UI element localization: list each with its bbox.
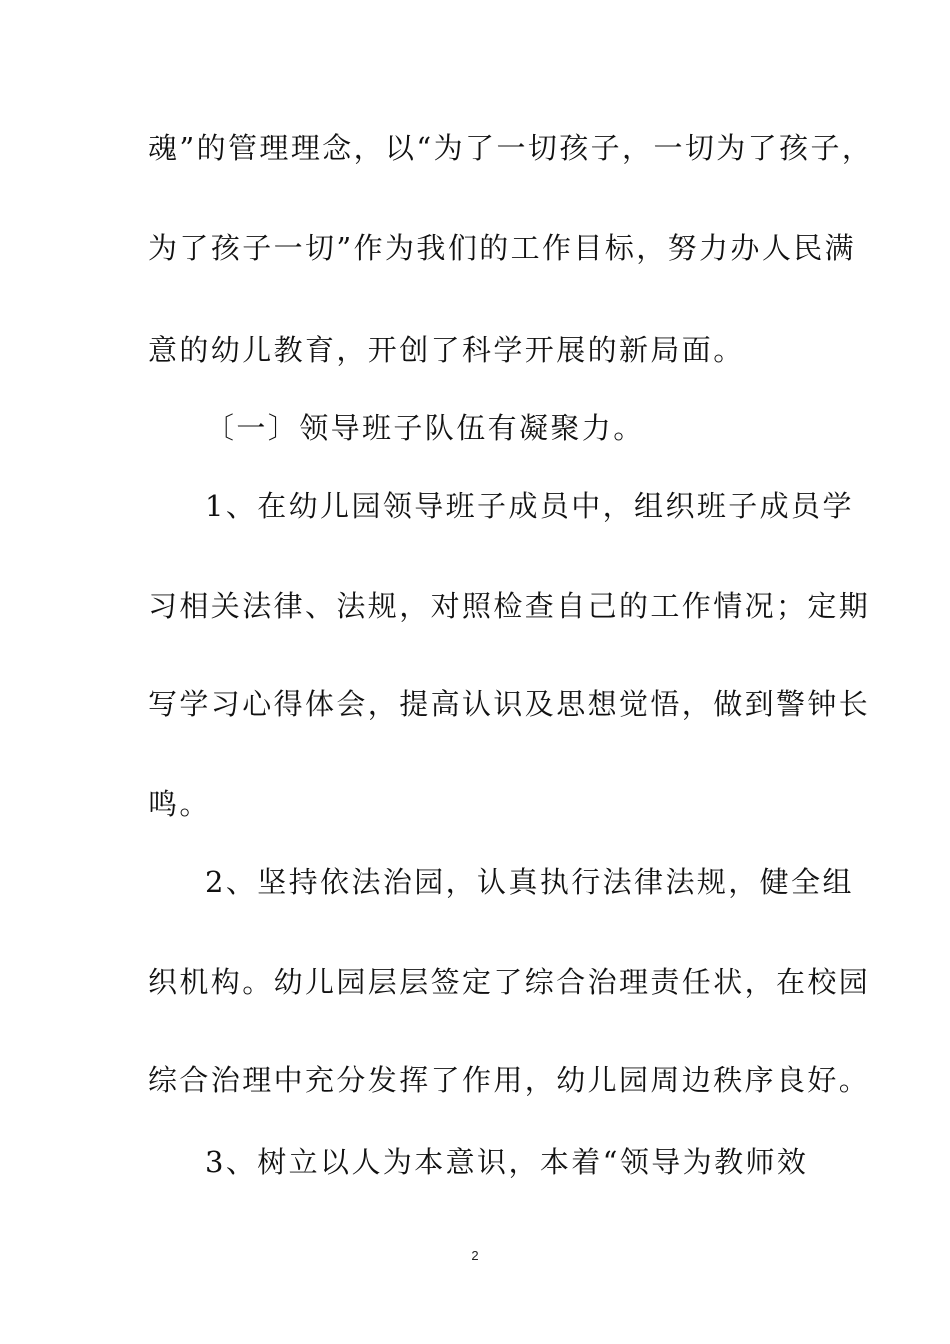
text-line-6: 习相关法律、法规，对照检查自己的工作情况；定期 xyxy=(148,589,871,623)
text-line-12: 3、树立以人为本意识，本着“领导为教师效 xyxy=(205,1145,809,1179)
text-line-7: 写学习心得体会，提高认识及思想觉悟，做到警钟长 xyxy=(148,687,871,721)
text-line-3: 意的幼儿教育，开创了科学开展的新局面。 xyxy=(148,333,745,367)
page-number: 2 xyxy=(471,1248,479,1263)
section-heading: 〔一〕领导班子队伍有凝聚力。 xyxy=(205,411,645,445)
text-line-10: 织机构。幼儿园层层签定了综合治理责任状，在校园 xyxy=(148,965,871,999)
text-line-5: 1、在幼儿园领导班子成员中，组织班子成员学 xyxy=(205,489,854,523)
text-line-9: 2、坚持依法治园，认真执行法律法规，健全组 xyxy=(205,865,854,899)
text-line-8: 鸣。 xyxy=(148,787,211,821)
text-line-2: 为了孩子一切”作为我们的工作目标，努力办人民满 xyxy=(148,231,857,265)
text-line-11: 综合治理中充分发挥了作用，幼儿园周边秩序良好。 xyxy=(148,1063,871,1097)
text-line-1: 魂”的管理理念，以“为了一切孩子，一切为了孩子， xyxy=(148,131,874,165)
